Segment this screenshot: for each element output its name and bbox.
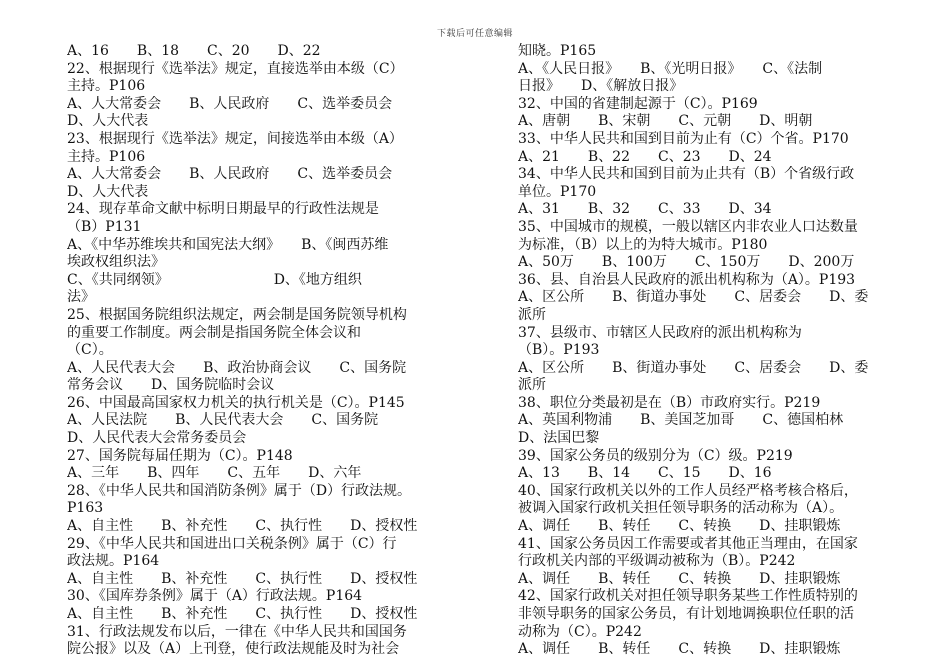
text-line: A、调任 B、转任 C、转换 D、挂职锻炼 <box>518 518 841 535</box>
page-header: 下载后可任意编辑 <box>436 29 513 39</box>
text-line: A、人民代表大会 B、政治协商会议 C、国务院 <box>67 359 407 376</box>
text-line: 主持。P106 <box>67 78 146 95</box>
text-line: 38、职位分类最初是在（B）市政府实行。P219 <box>518 394 821 411</box>
text-line: 日报》 D、《解放日报》 <box>518 78 684 95</box>
text-line: A、21 B、22 C、23 D、24 <box>518 148 772 165</box>
text-line: 知晓。P165 <box>518 43 597 59</box>
text-line: 29、《中华人民共和国进出口关税条例》属于（C）行 <box>67 535 397 552</box>
text-line: 39、国家公务员的级别分为（C）级。P219 <box>518 447 793 464</box>
text-line: 常务会议 D、国务院临时会议 <box>67 377 275 394</box>
text-line: P163 <box>67 500 104 517</box>
text-line: 32、中国的省建制起源于（C）。P169 <box>518 95 758 112</box>
text-line: 行政机关内部的平级调动被称为（B）。P242 <box>518 553 796 570</box>
text-line: A、调任 B、转任 C、转换 D、挂职锻炼 <box>518 570 841 587</box>
text-line: 主持。P106 <box>67 148 146 165</box>
text-line: 35、中国城市的规模，一般以辖区内非农业人口达数量 <box>518 218 858 235</box>
text-line: 41、国家公务员因工作需要或者其他正当理由，在国家 <box>518 535 858 552</box>
text-line: （B）P131 <box>67 218 142 235</box>
text-line: 埃政权组织法》 <box>67 254 165 271</box>
text-line: 22、根据现行《选举法》规定，直接选举由本级（C） <box>67 60 404 77</box>
text-line: 法》 <box>67 289 95 306</box>
text-line: A、13 B、14 C、15 D、16 <box>518 465 772 482</box>
right-column <box>518 43 910 659</box>
text-line: D、人民代表大会常务委员会 <box>67 430 247 447</box>
text-line: A、人大常委会 B、人民政府 C、选举委员会 <box>67 166 393 183</box>
text-line: A、人大常委会 B、人民政府 C、选举委员会 <box>67 95 393 112</box>
text-line: 政法规。P164 <box>67 553 160 570</box>
text-line: 的重要工作制度。两会制是指国务院全体会议和 <box>67 324 361 341</box>
text-line: A、自主性 B、补充性 C、执行性 D、授权性 <box>67 570 418 587</box>
text-line: 27、国务院每届任期为（C）。P148 <box>67 447 293 464</box>
text-line: 36、县、自治县人民政府的派出机构称为（A）。P193 <box>518 271 856 288</box>
text-line: 派所 <box>518 377 546 394</box>
text-line: 42、国家行政机关对担任领导职务某些工作性质特别的 <box>518 588 858 605</box>
text-line: 31、行政法规发布以后，一律在《中华人民共和国国务 <box>67 623 407 640</box>
text-line: A、16 B、18 C、20 D、22 <box>67 43 321 59</box>
text-line: 被调入国家行政机关担任领导职务的活动称为（A）。 <box>518 500 844 517</box>
text-line: A、区公所 B、街道办事处 C、居委会 D、委 <box>518 289 869 306</box>
text-line: 30、《国库券条例》属于（A）行政法规。P164 <box>67 588 363 605</box>
text-line: 非领导职务的国家公务员，有计划地调换职位任职的活 <box>518 606 854 622</box>
text-line: 37、县级市、市辖区人民政府的派出机构称为 <box>518 324 802 341</box>
text-line: 24、现存革命文献中标明日期最早的行政性法规是 <box>67 201 379 218</box>
text-line: A、调任 B、转任 C、转换 D、挂职锻炼 <box>518 641 841 658</box>
text-line: A、三年 B、四年 C、五年 D、六年 <box>67 465 362 482</box>
text-line: 28、《中华人民共和国消防条例》属于（D）行政法规。 <box>67 482 412 499</box>
text-line: D、人大代表 <box>67 183 149 200</box>
text-line: 34、中华人民共和国到目前为止共有（B）个省级行政 <box>518 166 855 183</box>
text-line: D、人大代表 <box>67 113 149 130</box>
text-line: D、法国巴黎 <box>518 430 600 447</box>
text-line: A、人民法院 B、人民代表大会 C、国务院 <box>67 412 379 429</box>
text-line: 25、根据国务院组织法规定，两会制是国务院领导机构 <box>67 306 407 323</box>
text-line: A、区公所 B、街道办事处 C、居委会 D、委 <box>518 359 869 376</box>
text-line: A、31 B、32 C、33 D、34 <box>518 201 772 218</box>
text-line: A、自主性 B、补充性 C、执行性 D、授权性 <box>67 606 418 622</box>
text-line: 40、国家行政机关以外的工作人员经严格考核合格后， <box>518 482 858 499</box>
text-line: A、自主性 B、补充性 C、执行性 D、授权性 <box>67 518 418 535</box>
text-line: A、唐朝 B、宋朝 C、元朝 D、明朝 <box>518 113 813 130</box>
text-line: 33、中华人民共和国到目前为止有（C）个省。P170 <box>518 130 849 147</box>
text-line: A、《人民日报》 B、《光明日报》 C、《法制 <box>518 60 823 77</box>
text-line: （B）。P193 <box>518 342 600 359</box>
left-column <box>67 43 457 659</box>
text-line: A、英国利物浦 B、美国芝加哥 C、德国柏林 <box>518 412 844 429</box>
text-line: A、《中华苏维埃共和国宪法大纲》 B、《闽西苏维 <box>67 236 389 253</box>
text-line: 单位。P170 <box>518 183 597 200</box>
text-line: 派所 <box>518 306 546 323</box>
text-line: 动称为（C）。P242 <box>518 623 642 640</box>
text-line: 院公报》以及（A）上刊登，使行政法规能及时为社会 <box>67 641 400 658</box>
text-line: A、50万 B、100万 C、150万 D、200万 <box>518 254 855 271</box>
text-line: 23、根据现行《选举法》规定，间接选举由本级（A） <box>67 130 403 147</box>
text-line: 为标准，（B）以上的为特大城市。P180 <box>518 236 768 253</box>
text-line: C、《共同纲领》 D、《地方组织 <box>67 271 362 288</box>
text-line: 26、中国最高国家权力机关的执行机关是（C）。P145 <box>67 394 405 411</box>
text-line: （C）。 <box>67 342 113 359</box>
